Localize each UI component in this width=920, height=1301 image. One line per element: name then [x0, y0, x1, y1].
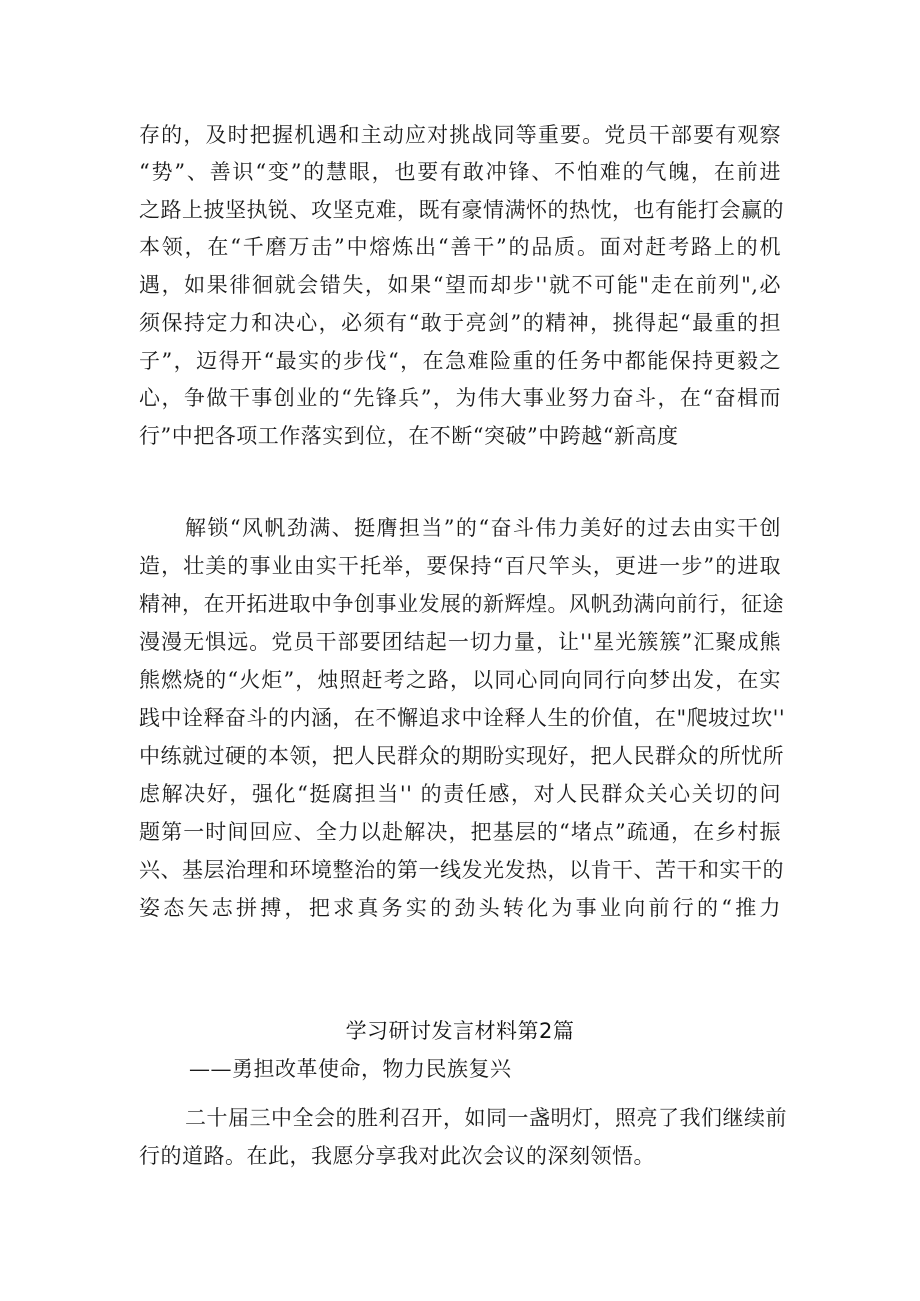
- p2-line-8: 虑解决好，强化“挺腐担当'' 的责任感，对人民群众关心关切的问: [139, 782, 781, 806]
- p2-line-2: 造，壮美的事业由实干托举，要保持“百尺竿头，更进一步”的进取: [139, 554, 781, 578]
- p3-line-2: 行的道路。在此，我愿分享我对此次会议的深刻领悟。: [139, 1144, 655, 1168]
- p1-line-7: 子”，迈得开“最实的步伐“，在急难险重的任务中都能保持更毅之: [139, 349, 781, 373]
- p3-line-1: 二十届三中全会的胜利召开，如同一盏明灯，照亮了我们继续前: [185, 1106, 787, 1130]
- p2-line-10: 兴、基层治理和环境整治的第一线发光发热，以肯干、苦干和实干的: [139, 858, 784, 882]
- p2-line-11: 姿态矢志拼搏，把求真务实的劲头转化为事业向前行的“推力: [139, 896, 781, 920]
- p1-line-9: 行”中把各项工作落实到位，在不断“突破”中跨越“新高度: [139, 424, 679, 448]
- p1-line-4: 本领，在“千磨万击”中熔炼出“善干”的品质。面对赶考路上的机: [139, 235, 781, 259]
- p2-line-4: 漫漫无惧远。党员干部要团结起一切力量，让''星光簇簇”汇聚成熊: [139, 630, 781, 654]
- p2-line-6: 践中诠释奋斗的内涵，在不懈追求中诠释人生的价值，在"爬坡过坎'': [139, 706, 786, 730]
- p2-line-9: 题第一时间回应、全力以赴解决，把基层的“堵点”疏通，在乡村振: [139, 820, 781, 844]
- section-subtitle: ——勇担改革使命，物力民族复兴: [189, 1057, 512, 1081]
- p2-line-1: 解锁“风帆劲满、挺膺担当”的“奋斗伟力美好的过去由实干创: [185, 516, 781, 540]
- p1-line-8: 心，争做干事创业的“先锋兵”，为伟大事业努力奋斗，在“奋楫而: [139, 386, 781, 410]
- p2-line-7: 中练就过硬的本领，把人民群众的期盼实现好，把人民群众的所忧所: [139, 744, 784, 768]
- p1-line-5: 遇，如果徘徊就会错失，如果“望而却步''就不可能"走在前列",必: [139, 273, 781, 297]
- p2-line-5: 熊燃烧的“火炬”，烛照赶考之路，以同心同向同行向梦出发，在实: [139, 668, 781, 692]
- p1-line-1: 存的，及时把握机遇和主动应对挑战同等重要。党员干部要有观察: [139, 123, 781, 147]
- p2-line-12: [139, 936, 781, 972]
- p1-line-2: “势”、善识“变”的慧眼，也要有敢冲锋、不怕难的气魄，在前进: [139, 160, 781, 184]
- p2-line-3: 精神，在开拓进取中争创事业发展的新辉煌。风帆劲满向前行，征途: [139, 592, 784, 616]
- p1-line-3: 之路上披坚执锐、攻坚克难，既有豪情满怀的热忱，也有能打会赢的: [139, 198, 784, 222]
- p1-line-6: 须保持定力和决心，必须有“敢于亮剑”的精神，挑得起“最重的担: [139, 311, 781, 335]
- section-heading: 学习研讨发言材料第2篇: [345, 1019, 575, 1043]
